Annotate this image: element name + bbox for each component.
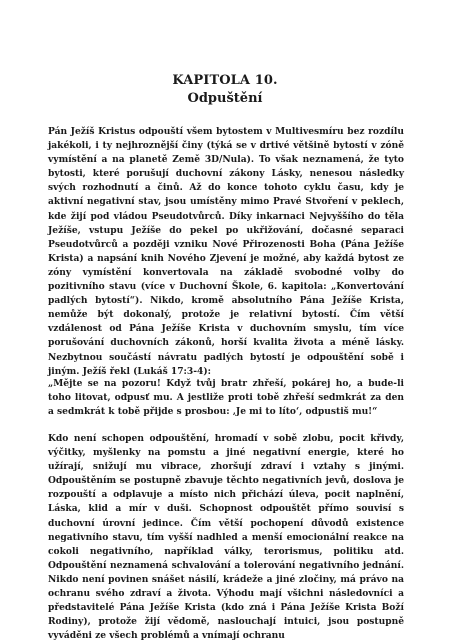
paragraph-quote: „Mějte se na pozoru! Když tvůj bratr zhřeší, pokárej ho, a bude-li toho litovat, odpusť mu. A jestliže proti tobě zhřeší sedmkrát za den a sedmkrát k tobě přijde s prosbou: ‚Je mi to líto‘, odpustiš mu!“ — [48, 378, 404, 418]
chapter-number: KAPITOLA 10. — [172, 73, 278, 88]
paragraph-forgiveness: Kdo není schopen odpouštění, hromadí v sobě zlobu, pocit křivdy, výčitky, myšlenky na pomstu a jiné negativní energie, které ho užírají, snižují mu vibrace, zhoršují zdraví i vztahy s jinými. Odpouštěním se postupně zbavuje těchto negativních jevů, doslova je rozpouští a odplavuje a místo nich přichází úleva, pocit naplnění, Láska, klid a mír v duši. Schopnost odpouštět přímo souvisí s duchovní úrovní jedince. Čím větší pochopení důvodů existence negativního stavu, tím vyšší nadhled a menší emocionální reakce na cokoli negativního, například války, terorismus, politiku atd. Odpouštění neznamená schvalování a tolerování negativního jednání. Nikdo není povinen snášet násilí, krádeže a jiné zločiny, má právo na ochranu svého zdraví a života. Výhodu mají všichni následovníci a představitelé Pána Ježíše Krista (kdo zná i Pána Ježíše Krista Boží Rodiny), protože žijí vědomě, naslouchají intuici, jsou postupně vyváděni ze všech problémů a vnímají ochranu — [48, 433, 404, 642]
paragraph-intro: Pán Ježíš Kristus odpouští všem bytostem v Multivesmíru bez rozdílu jakékoli, i ty nejhroznější činy (týká se v drtivé většině bytostí v zóně vymístění a na planetě Země 3D/Nula). To však neznamená, že tyto bytosti, které porušují duchovní zákony Lásky, nenesou následky svých rozhodnutí a činů. Až do konce tohoto cyklu času, kdy je aktivní negativní stav, jsou umístěny mimo Pravé Stvoření v peklech, kde žijí pod vládou Pseudotvůrců. Díky inkarnaci Nejvyššího do těla Ježíše, vstupu Ježíše do pekel po ukřižování, dočasné separaci Pseudotvůrců a později vzniku Nové Přirozenosti Boha (Pána Ježíše Krista) a napsání knih Nového Zjevení je možné, aby každá bytost ze zóny vymístění konvertovala na základě svobodné volby do pozitivního stavu (více v Duchovní Škole, 6. kapitola: „Konvertování padlých bytostí“). Nikdo, kromě absolutního Pána Ježíše Krista, nemůže být dokonalý, protože je relativní bytostí. Čím větší vzdálenost od Pána Ježíše Krista v duchovním smyslu, tím více porušování duchovních zákonů, horší kvalita života a méně lásky. Nezbytnou součástí návratu padlých bytostí je odpouštění sobě i jiným. Ježíš řekl (Lukáš 17:3-4): — [48, 126, 404, 377]
chapter-title: Odpuštění — [187, 91, 263, 106]
